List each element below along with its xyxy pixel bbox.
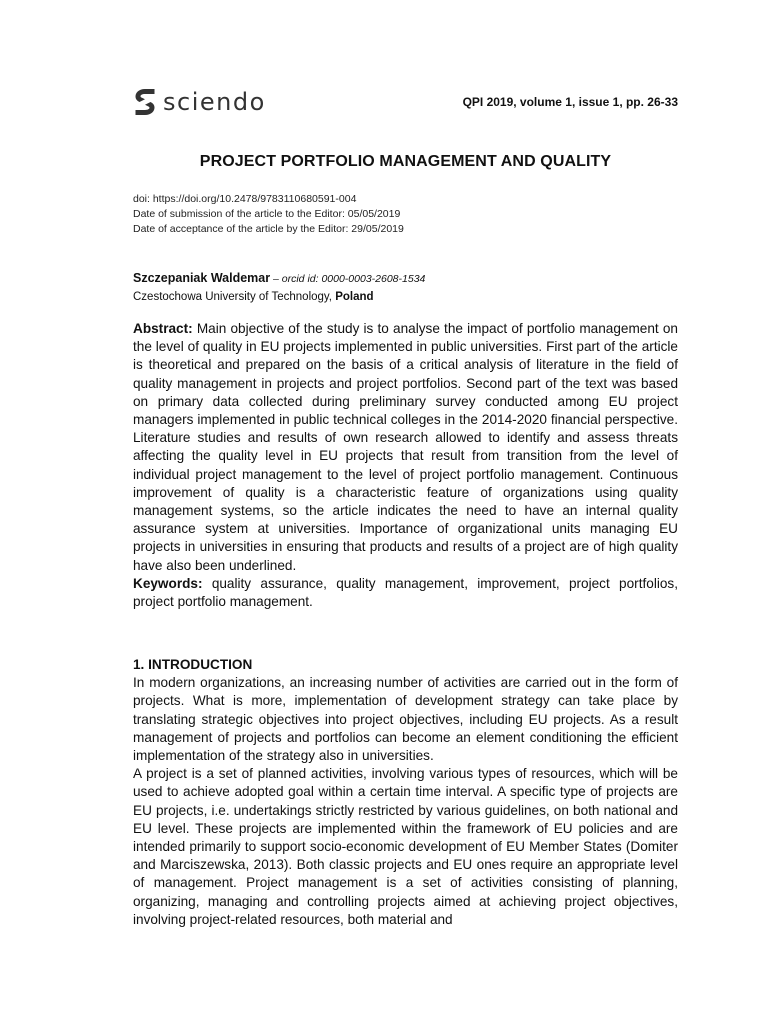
keywords-paragraph — [133, 575, 678, 611]
affiliation-country: Poland — [335, 291, 374, 303]
article-title: PROJECT PORTFOLIO MANAGEMENT AND QUALITY — [199, 153, 612, 170]
page-header — [133, 86, 678, 118]
keywords-label: Keywords: — [133, 575, 203, 591]
journal-reference: QPI 2019, volume 1, issue 1, pp. 26-33 — [462, 95, 678, 109]
abstract-paragraph — [133, 320, 678, 575]
abstract-text: Main objective of the study is to analyse the impact of portfolio management on the level of quality in EU projects implemented in public universities. First part of the article is theoretical and prepared on the basis of a critical analysis of literature in the field of quality management in projects and project portfolios. Second part of the text was based on primary data collected during preliminary survey conducted among EU project managers implemented in public technical colleges in the 2014-2020 financial perspective. Literature studies and results of own research allowed to identify and assess threats affecting the quality level in EU projects that result from transition from the level of individual project management to the level of project portfolio management. Continuous improvement of quality is a characteristic feature of organizations using quality management systems, so the article indicates the need to have an internal quality assurance system at universities. Importance of organizational units managing EU projects in universities in ensuring that products and results of a project are of high quality have also been underlined. — [133, 321, 678, 573]
keywords-text: quality assurance, quality management, improvement, project portfolios, project portfolio management. — [133, 575, 678, 610]
abstract-section — [133, 320, 678, 611]
author-name: Szczepaniak Waldemar — [133, 271, 271, 285]
abstract-label: Abstract: — [133, 321, 193, 336]
author-line — [133, 269, 678, 288]
section-heading: 1. INTRODUCTION — [133, 657, 253, 672]
doi-line: doi: https://doi.org/10.2478/9783110680591-004 — [133, 193, 357, 205]
author-orcid: – orcid id: 0000-0003-2608-1534 — [270, 273, 426, 285]
publisher-name: sciendo — [163, 88, 266, 116]
affiliation-institution: Czestochowa University of Technology, — [133, 291, 336, 303]
acceptance-date: Date of acceptance of the article by the Editor: 29/05/2019 — [133, 223, 404, 235]
sciendo-logo-icon — [133, 87, 157, 117]
author-block — [133, 269, 678, 306]
submission-date: Date of submission of the article to the Editor: 05/05/2019 — [133, 208, 401, 220]
introduction-section — [133, 656, 678, 929]
article-meta — [133, 192, 678, 237]
intro-paragraph-2: A project is a set of planned activities, involving various types of resources, which will be used to achieve adopted goal within a certain time interval. A specific type of projects are EU projects, i.e. undertakings strictly restricted by various guidelines, on both national and EU level. These projects are implemented within the framework of EU policies and are intended primarily to support socio-economic development of EU Member States (Domiter and Marciszewska, 2013). Both classic projects and EU ones require an appropriate level of management. Project management is a set of activities consisting of planning, organizing, managing and controlling projects aimed at achieving project objectives, involving project-related resources, both material and — [133, 766, 678, 927]
intro-paragraph-1: In modern organizations, an increasing number of activities are carried out in the form of projects. What is more, implementation of development strategy can take place by translating strategic objectives into project objectives, including EU projects. As a result management of projects and portfolios can become an element conditioning the efficient implementation of the strategy also in universities. — [133, 675, 678, 764]
publisher-logo — [133, 86, 266, 118]
author-affiliation — [133, 288, 678, 306]
